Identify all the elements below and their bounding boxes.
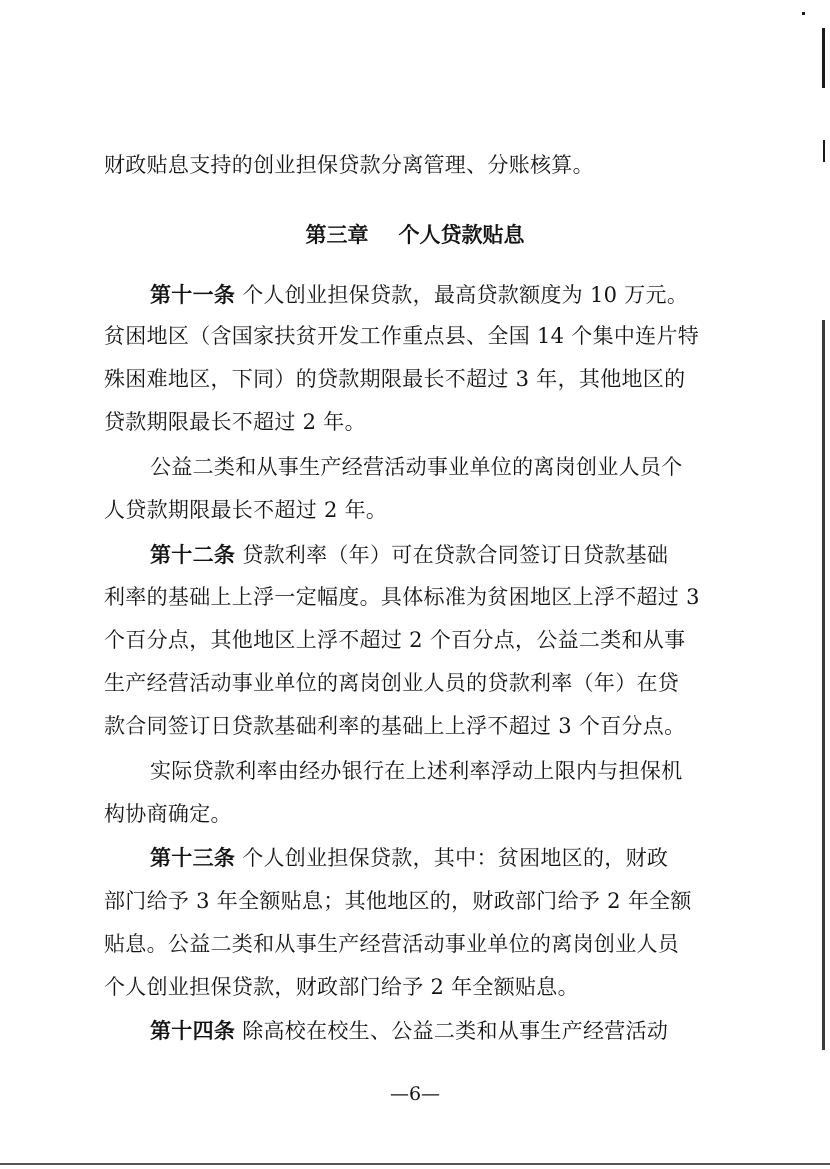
article-line: 部门给予 3 年全额贴息；其他地区的，财政部门给予 2 年全额: [104, 889, 692, 913]
scan-edge-mark: [822, 28, 825, 88]
scan-dot: [802, 12, 805, 15]
article-12-first-line: [150, 540, 720, 570]
article-text: 贷款利率（年）可在贷款合同签订日贷款基础: [242, 543, 669, 567]
article-label: 第十四条: [150, 1019, 236, 1043]
article-line: 贫困地区（含国家扶贫开发工作重点县、全国 14 个集中连片特: [104, 324, 700, 348]
article-label: 第十三条: [150, 846, 236, 870]
article-line: 实际贷款利率由经办银行在上述利率浮动上限内与担保机: [150, 759, 683, 783]
article-label: 第十一条: [150, 283, 236, 307]
article-line: 构协商确定。: [104, 802, 232, 826]
article-text: 除高校在校生、公益二类和从事生产经营活动: [242, 1019, 669, 1043]
article-text: 个人创业担保贷款，其中：贫困地区的，财政: [242, 846, 669, 870]
continued-text-line: 财政贴息支持的创业担保贷款分离管理、分账核算。: [104, 153, 594, 177]
article-line: 个人创业担保贷款，财政部门给予 2 年全额贴息。: [104, 975, 579, 999]
article-line: 个百分点，其他地区上浮不超过 2 个百分点，公益二类和从事: [104, 628, 686, 652]
article-line: 款合同签订日贷款基础利率的基础上上浮不超过 3 个百分点。: [104, 714, 686, 738]
article-label: 第十二条: [150, 543, 236, 567]
article-line: 生产经营活动事业单位的离岗创业人员的贷款利率（年）在贷: [104, 671, 680, 695]
scan-edge-mark: [822, 320, 825, 1050]
article-line: 利率的基础上上浮一定幅度。具体标准为贫困地区上浮不超过 3: [104, 585, 700, 609]
chapter-title: 个人贷款贴息: [398, 223, 525, 247]
article-line: 殊困难地区，下同）的贷款期限最长不超过 3 年，其他地区的: [104, 367, 686, 391]
article-text: 个人创业担保贷款，最高贷款额度为 10 万元。: [242, 283, 689, 307]
article-line: 公益二类和从事生产经营活动事业单位的离岗创业人员个: [150, 455, 683, 479]
scan-edge-mark: [823, 140, 825, 162]
article-line: 贷款期限最长不超过 2 年。: [104, 410, 366, 434]
article-line: 贴息。公益二类和从事生产经营活动事业单位的离岗创业人员: [104, 932, 680, 956]
chapter-heading: [0, 220, 830, 250]
chapter-number: 第三章: [305, 223, 369, 247]
scan-bottom-edge: [0, 1163, 830, 1165]
article-13-first-line: [150, 843, 720, 873]
article-line: 人贷款期限最长不超过 2 年。: [104, 498, 388, 522]
page-number: —6—: [389, 1083, 441, 1105]
article-14-first-line: [150, 1016, 720, 1046]
article-11-first-line: [150, 280, 720, 310]
